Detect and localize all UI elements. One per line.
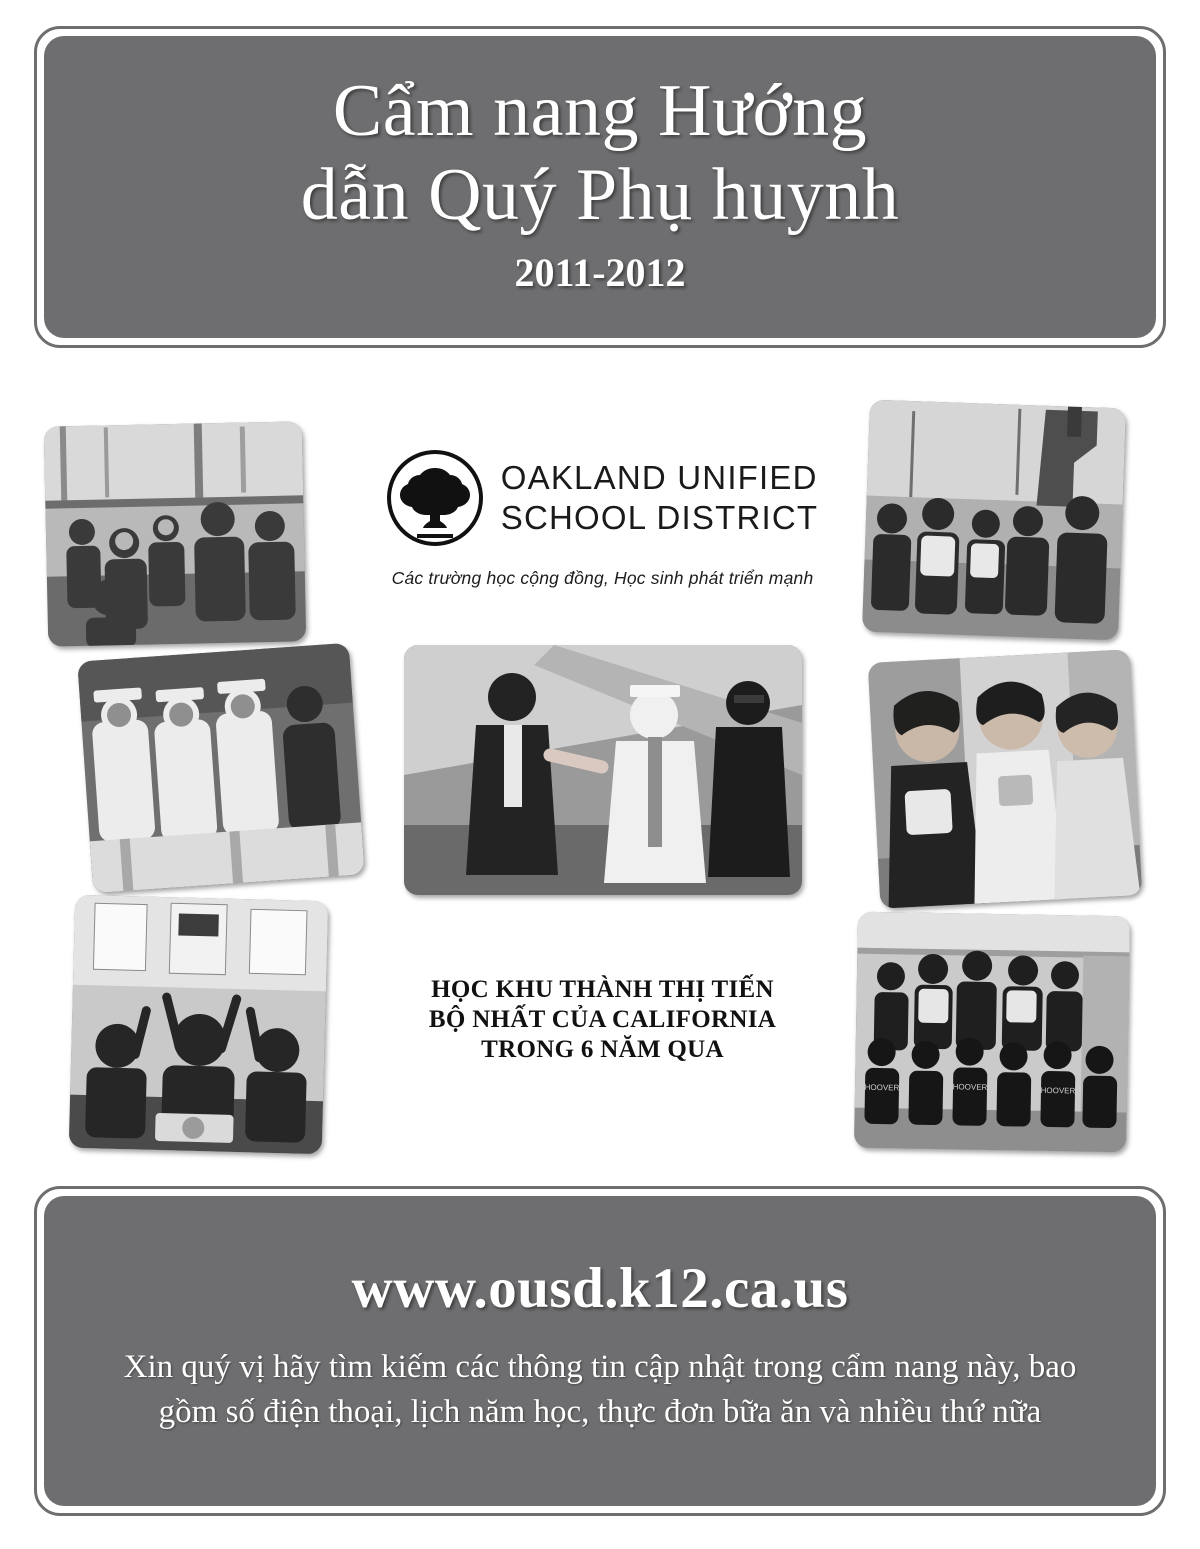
svg-text:HOOVER: HOOVER xyxy=(952,1082,988,1092)
logo-name-line2: SCHOOL DISTRICT xyxy=(500,499,819,536)
graduates-seated-photo xyxy=(77,643,365,893)
district-claim xyxy=(380,975,825,1065)
oak-tree-icon xyxy=(387,450,483,546)
svg-text:HOOVER: HOOVER xyxy=(1040,1085,1076,1096)
footer-banner xyxy=(34,1186,1166,1516)
graduates-photo-art xyxy=(77,643,365,893)
elementary-classroom-photo xyxy=(69,895,329,1155)
district-website-link[interactable]: www.ousd.k12.ca.us xyxy=(351,1257,849,1320)
title-line-2: dẫn Quý Phụ huynh xyxy=(300,154,900,236)
footer-banner-inner xyxy=(44,1196,1156,1506)
school-year: 2011-2012 xyxy=(514,250,686,295)
title-banner xyxy=(34,26,1166,348)
svg-text:HOOVER: HOOVER xyxy=(864,1082,900,1093)
logo-tagline: Các trường học cộng đồng, Học sinh phát triển mạnh xyxy=(391,568,814,588)
students-at-assembly-photo xyxy=(44,421,307,646)
logo-wordmark xyxy=(501,458,818,538)
claim-line-3: TRONG 6 NĂM QUA xyxy=(481,1036,724,1063)
footer-note: Xin quý vị hãy tìm kiếm các thông tin cập nhật trong cẩm nang này, bao gồm số điện thoại, lịch năm học, thực đơn bữa ăn và nhiều thứ nữa xyxy=(123,1349,1077,1430)
claim-line-1: HỌC KHU THÀNH THỊ TIẾN xyxy=(431,976,774,1003)
school-group-photo xyxy=(854,912,1130,1153)
group-photo-art xyxy=(854,912,1130,1153)
logo-row xyxy=(380,450,825,546)
classroom-photo-art xyxy=(69,895,329,1155)
students-photo-art xyxy=(868,649,1143,908)
career-photo-art xyxy=(862,400,1126,641)
logo-name-line1: OAKLAND UNIFIED xyxy=(500,459,818,496)
title-line-1: Cẩm nang Hướng xyxy=(332,70,868,152)
graduation-handshake-photo xyxy=(404,645,802,895)
handshake-photo-art xyxy=(404,645,802,895)
title-banner-inner xyxy=(44,36,1156,338)
district-logo-block xyxy=(380,450,825,589)
claim-line-2: BỘ NHẤT CỦA CALIFORNIA xyxy=(428,1006,777,1033)
assembly-photo-art xyxy=(44,421,307,646)
three-students-photo xyxy=(868,649,1143,908)
career-technical-demo-photo xyxy=(862,400,1126,641)
